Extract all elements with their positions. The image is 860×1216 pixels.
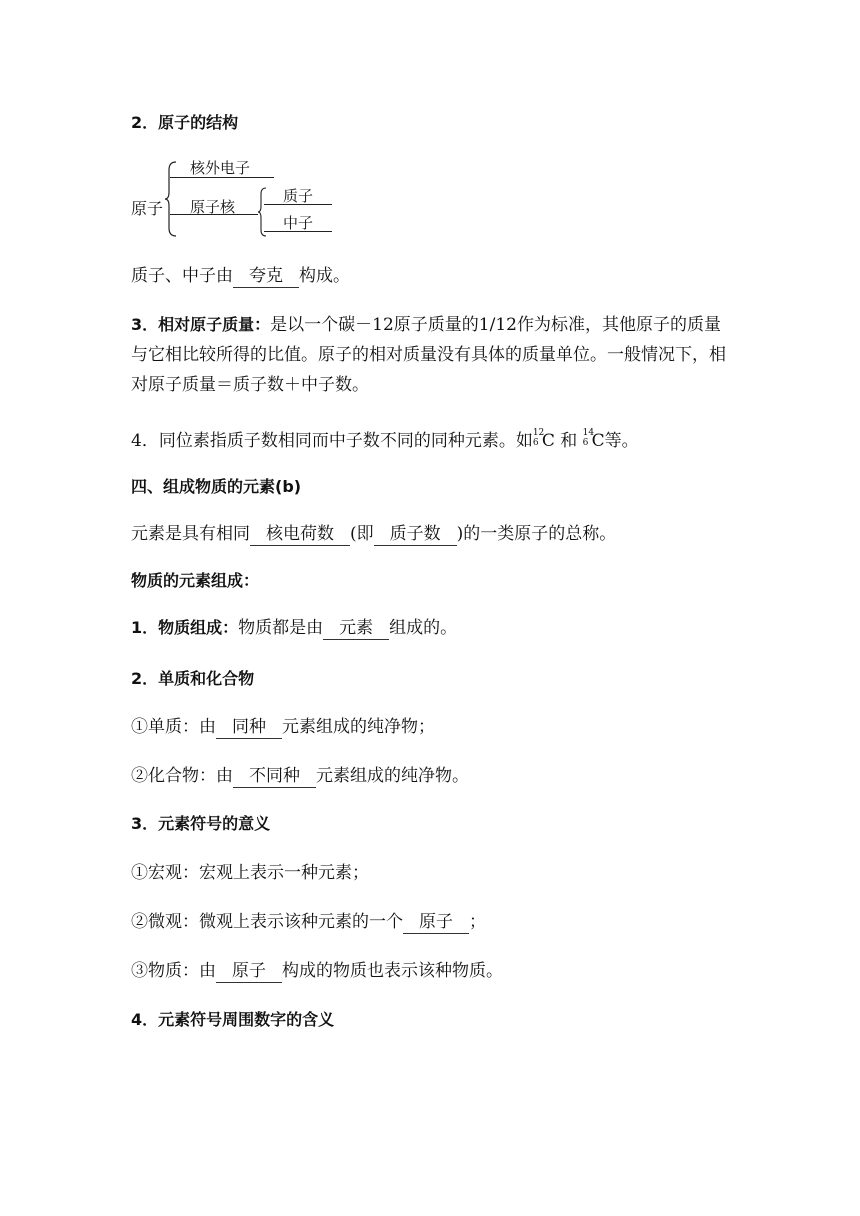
isotope-1-numbers: 12 6: [532, 428, 545, 448]
isotope-1-symbol: C: [541, 431, 555, 451]
item-3a-line: ①宏观：宏观上表示一种元素；: [131, 863, 369, 883]
relative-atomic-mass-head: 3．相对原子质量：: [131, 315, 271, 334]
item-2b-line: ②化合物：由 不同种 元素组成的纯净物。: [131, 766, 469, 786]
item-1-line: 1．物质组成：物质都是由 元素 组成的。: [131, 618, 458, 638]
proton-underline: [264, 204, 332, 205]
section-title-atom-structure: 2．原子的结构: [131, 113, 239, 132]
isotope-2-numbers: 14 6: [582, 428, 595, 448]
item-3c-line: ③物质：由 原子 构成的物质也表示该种物质。: [131, 961, 503, 981]
quark-line: 质子、中子由 夸克 构成。: [131, 266, 350, 286]
tree-electron-label: 核外电子: [190, 159, 251, 177]
answer-blank-quark: 夸克: [233, 265, 299, 288]
isotope-2-symbol: C: [591, 431, 605, 451]
item-2a-line: ①单质：由 同种 元素组成的纯净物；: [131, 717, 435, 737]
item-3-title: 3．元素符号的意义: [131, 814, 271, 833]
answer-blank-proton-number: 质子数: [374, 523, 457, 546]
answer-blank-different-kind: 不同种: [233, 765, 316, 788]
electron-underline: [170, 177, 274, 178]
answer-blank-same-kind: 同种: [216, 716, 282, 739]
answer-blank-atom-1: 原子: [403, 911, 469, 934]
section-title-elements: 四、组成物质的元素(b): [131, 477, 302, 496]
tree-nucleus-label: 原子核: [190, 198, 236, 216]
item-3b-line: ②微观：微观上表示该种元素的一个 原子 ；: [131, 912, 486, 932]
nucleus-underline: [170, 214, 258, 215]
tree-neutron-label: 中子: [283, 214, 314, 232]
element-definition-line: 元素是具有相同 核电荷数 (即 质子数 )的一类原子的总称。: [131, 524, 617, 544]
relative-atomic-mass-paragraph: 3．相对原子质量：是以一个碳－12原子质量的1/12作为标准，其他原子的质量 与它相比较所得的比值。原子的相对质量没有具体的质量单位。一般情况下，相 对原子质量＝质子数＋中子数。: [131, 315, 726, 395]
isotope-line: 4．同位素指质子数相同而中子数不同的同种元素。如 12 6 C 和 14 6 C等。: [131, 428, 639, 451]
neutron-underline: [264, 231, 332, 232]
answer-blank-atom-2: 原子: [216, 960, 282, 983]
brace-left: [164, 160, 180, 238]
item-2-title: 2．单质和化合物: [131, 669, 255, 688]
answer-blank-nuclear-charge: 核电荷数: [250, 523, 350, 546]
answer-blank-element: 元素: [323, 617, 389, 640]
item-4-title: 4．元素符号周围数字的含义: [131, 1010, 335, 1029]
tree-proton-label: 质子: [283, 187, 314, 205]
tree-root: 原子: [131, 199, 164, 218]
composition-title: 物质的元素组成：: [131, 571, 260, 590]
